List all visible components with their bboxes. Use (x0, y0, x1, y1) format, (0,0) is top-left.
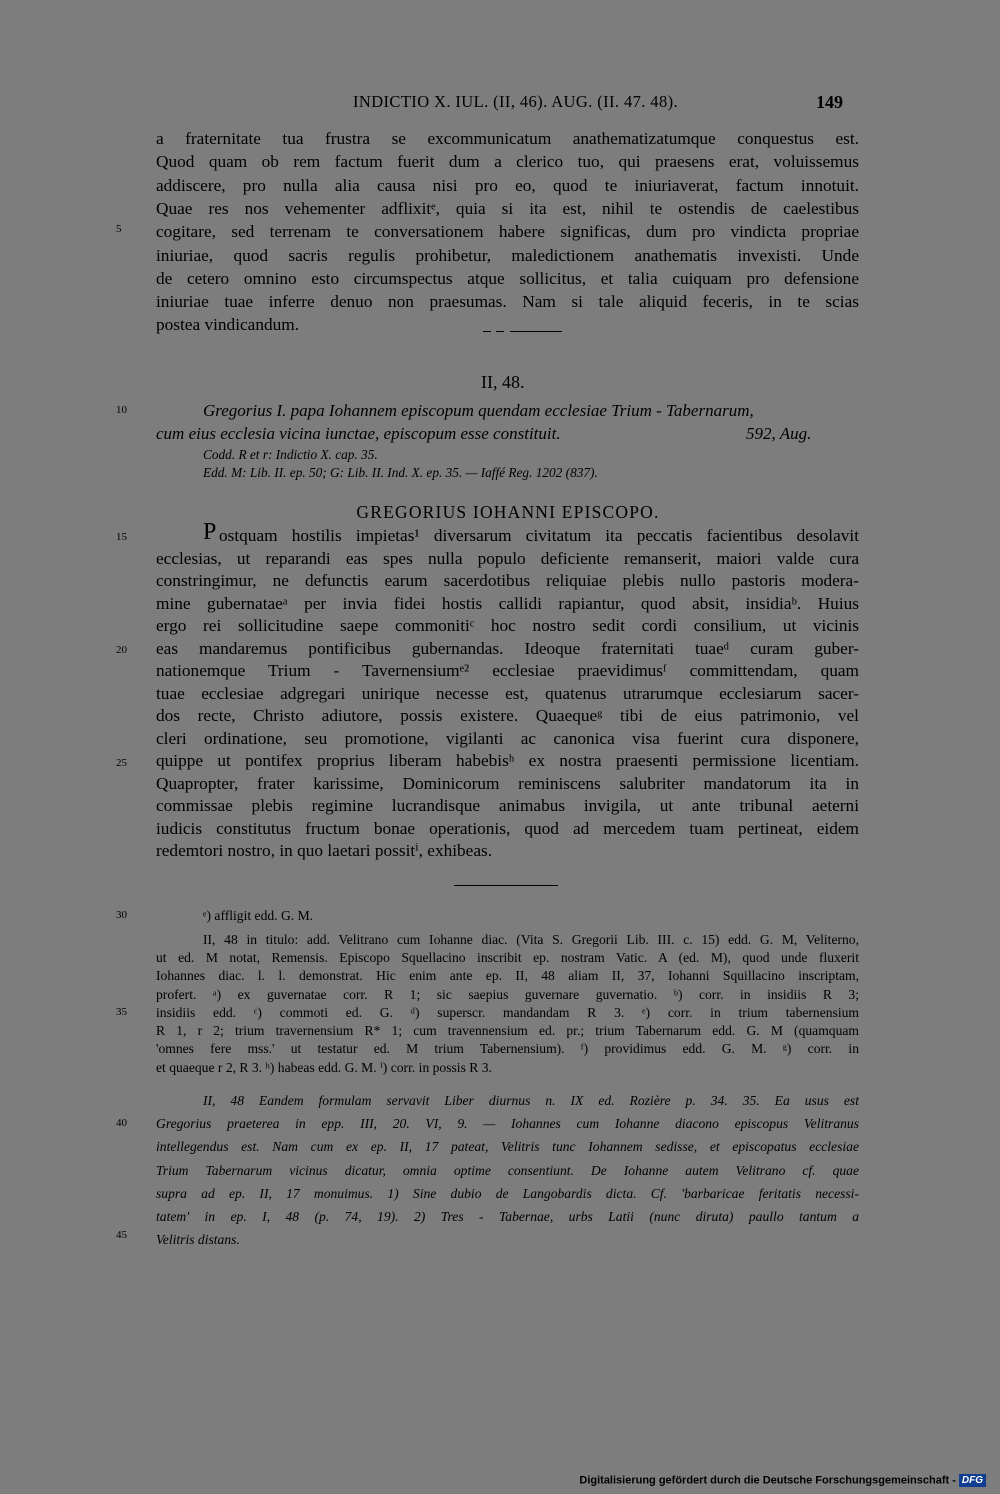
commentary-line: tatem' in ep. I, 48 (p. 74, 19). 2) Tres - Tabernae, urbs Latii (nunc diruta) paullo tantum a (156, 1209, 859, 1224)
separator-rule (510, 331, 562, 332)
apparatus-line: II, 48 in titulo: add. Velitrano cum Iohanne diac. (Vita S. Gregorii Lib. III. c. 15) edd. G. M, Veliterno, (203, 932, 859, 947)
commentary-line: intellegendus est. Nam cum ex ep. II, 17 pateat, Velitris tunc Iohannem sedisse, et episcopatus ecclesiae (156, 1139, 859, 1155)
letter-codices: Codd. R et r: Indictio X. cap. 35. (203, 447, 378, 462)
line-number: 35 (116, 1006, 127, 1018)
letter-line: quippe ut pontifex proprius liberam habebisʰ ex nostra praesenti permissione licentiam. (156, 751, 859, 770)
apparatus-line: insidiis edd. ᶜ) commoti ed. G. ᵈ) superscr. mandandam R 3. ᵉ) corr. in trium tabernensium (156, 1005, 859, 1020)
letter-editions: Edd. M: Lib. II. ep. 50; G: Lib. II. Ind. X. ep. 35. — Iaffé Reg. 1202 (837). (203, 465, 598, 480)
body-line: iniuriae, quod sacris regulis prohibetur, maledictionem anathematis invexisti. Unde (156, 245, 859, 265)
body-line: de cetero omnino esto circumspectus atque sollicitus, et talia cuiquam pro defensione (156, 268, 859, 288)
letter-line: constringimur, ne defunctis earum sacerdotibus reliquiae plebis nullo pastoris modera- (156, 571, 859, 590)
commentary-line: Trium Tabernarum vicinus dicatur, omnia optime consentiunt. De Iohanne autem Velitrano cf. quae (156, 1162, 859, 1178)
letter-line: nationemque Trium - Tavernensiumᵉ² ecclesiae praevidimusᶠ committendam, quam (156, 661, 859, 680)
letter-line: commissae plebis regimine lucrandisque animabus invigila, ut ante tribunal aeterni (156, 796, 859, 815)
line-number: 15 (116, 531, 127, 543)
line-number: 10 (116, 404, 127, 416)
digitization-credit (579, 1474, 986, 1487)
letter-line: iudicis constitutus fructum bonae operationis, quod ad mercedem tuam pertineat, eidem (156, 818, 859, 838)
dfg-logo: DFG (959, 1474, 986, 1487)
body-line: iniuriae tuae inferre denuo non praesumas. Nam si tale aliquid feceris, in te scias (156, 292, 859, 312)
line-number: 30 (116, 909, 127, 921)
body-line: cogitare, sed terrenam te conversationem habere significas, dum pro vindicta propriae (156, 222, 859, 242)
body-line: postea vindicandum. (156, 315, 300, 335)
apparatus-line: profert. ᵃ) ex guvernatae corr. R 1; sic saepius guvernare guvernatio. ᵇ) corr. in insidiis R 3; (156, 987, 859, 1002)
commentary-line: Velitris distans. (156, 1232, 240, 1248)
apparatus-line: 'omnes fere mss.' ut testatur ed. M trium Tabernensium). ᶠ) providimus edd. G. M. ᵍ) corr. in (156, 1041, 859, 1056)
letter-line: eas mandaremus pontificibus gubernandas. Ideoque fraternitati tuaeᵈ curam guber- (156, 638, 859, 658)
line-number: 45 (116, 1229, 127, 1241)
letter-line: ostquam hostilis impietas¹ diversarum civitatum ita peccatis facientibus desolavit (219, 526, 859, 545)
page-number: 149 (816, 92, 843, 112)
apparatus-line: ut ed. M notat, Remensis. Episcopo Squellacino inscribit ep. nostram Vatic. A (ed. M), quod unde fluxerit (156, 950, 859, 965)
letter-line: redemtori nostro, in quo laetari possitⁱ, exhibeas. (156, 841, 493, 860)
commentary-line: supra ad ep. II, 17 monuimus. 1) Sine dubio de Langobardis dicta. Cf. 'barbaricae feritatis necessi- (156, 1185, 859, 1201)
letter-line: cleri ordinatione, seu promotione, vigilanti ac canonica visa fuerint cura disponere, (156, 728, 859, 748)
apparatus-line: ᵉ) affligit edd. G. M. (203, 908, 314, 923)
line-number: 20 (116, 644, 127, 656)
drop-capital: P (203, 519, 217, 545)
separator-dash (496, 331, 504, 332)
body-line: addiscere, pro nulla alia causa nisi pro eo, quod te iniuriaverat, factum innotuit. (156, 175, 859, 195)
body-line: Quod quam ob rem factum fuerit dum a clerico tuo, qui praesens erat, voluissemus (156, 152, 859, 172)
separator-dash (483, 331, 491, 332)
letter-summary: Gregorius I. papa Iohannem episcopum quendam ecclesiae Trium - Tabernarum, (203, 401, 754, 420)
line-number: 25 (116, 757, 127, 769)
letter-number: II, 48. (481, 372, 525, 392)
letter-line: tuae ecclesiae adgregari unirique necesse est, quatenus utrarumque ecclesiarum sacer- (156, 683, 859, 703)
body-line: a fraternitate tua frustra se excommunicatum anathematizatumque conquestus est. (156, 129, 859, 148)
commentary-line: II, 48 Eandem formulam servavit Liber diurnus n. IX ed. Rozière p. 34. 35. Ea usus est (203, 1093, 859, 1108)
apparatus-line: Iohannes diac. l. l. demonstrat. Hic enim ante ep. II, 48 aliam II, 37, Iohanni Squillacino inscriptam, (156, 968, 859, 983)
letter-summary: cum eius ecclesia vicina iunctae, episcopum esse constituit. (156, 424, 561, 443)
letter-line: mine gubernataeᵃ per invia fidei hostis callidi rapiantur, quod absit, insidiaᵇ. Huius (156, 593, 859, 613)
line-number: 5 (116, 223, 122, 235)
commentary-line: Gregorius praeterea in epp. III, 20. VI, 9. — Iohannes cum Iohanne diacono episcopus Velitranus (156, 1116, 859, 1132)
line-number: 40 (116, 1117, 127, 1129)
letter-date: 592, Aug. (746, 424, 812, 443)
letter-line: ecclesias, ut reparandi eas spes nulla populo deficiente remanserit, maiori valde cura (156, 548, 859, 568)
letter-line: Quapropter, frater karissime, Dominicorum reminiscens salubriter mandatorum ita in (156, 773, 859, 793)
footnote-rule (454, 885, 558, 886)
credit-text: Digitalisierung gefördert durch die Deutsche Forschungsgemeinschaft - (579, 1474, 956, 1487)
letter-line: dos recte, Christo adiutore, possis existere. Quaequeᵍ tibi de eius patrimonio, vel (156, 706, 859, 725)
apparatus-line: et quaeque r 2, R 3. ʰ) habeas edd. G. M. ⁱ) corr. in possis R 3. (156, 1060, 492, 1075)
body-line: Quae res nos vehementer adflixitᵉ, quia si ita est, nihil te ostendis de caelestibus (156, 198, 859, 218)
letter-line: ergo rei sollicitudine saepe commonitiᶜ hoc nostro sedit cordi consilium, ut vicinis (156, 616, 859, 635)
letter-heading: GREGORIUS IOHANNI EPISCOPO. (356, 502, 660, 522)
running-header: INDICTIO X. IUL. (II, 46). AUG. (II. 47. 48). (353, 92, 679, 111)
apparatus-line: R 1, r 2; trium travernensium R* 1; cum travennensium ed. pr.; trium Tabernarum edd. G. M (quamquam (156, 1023, 859, 1038)
